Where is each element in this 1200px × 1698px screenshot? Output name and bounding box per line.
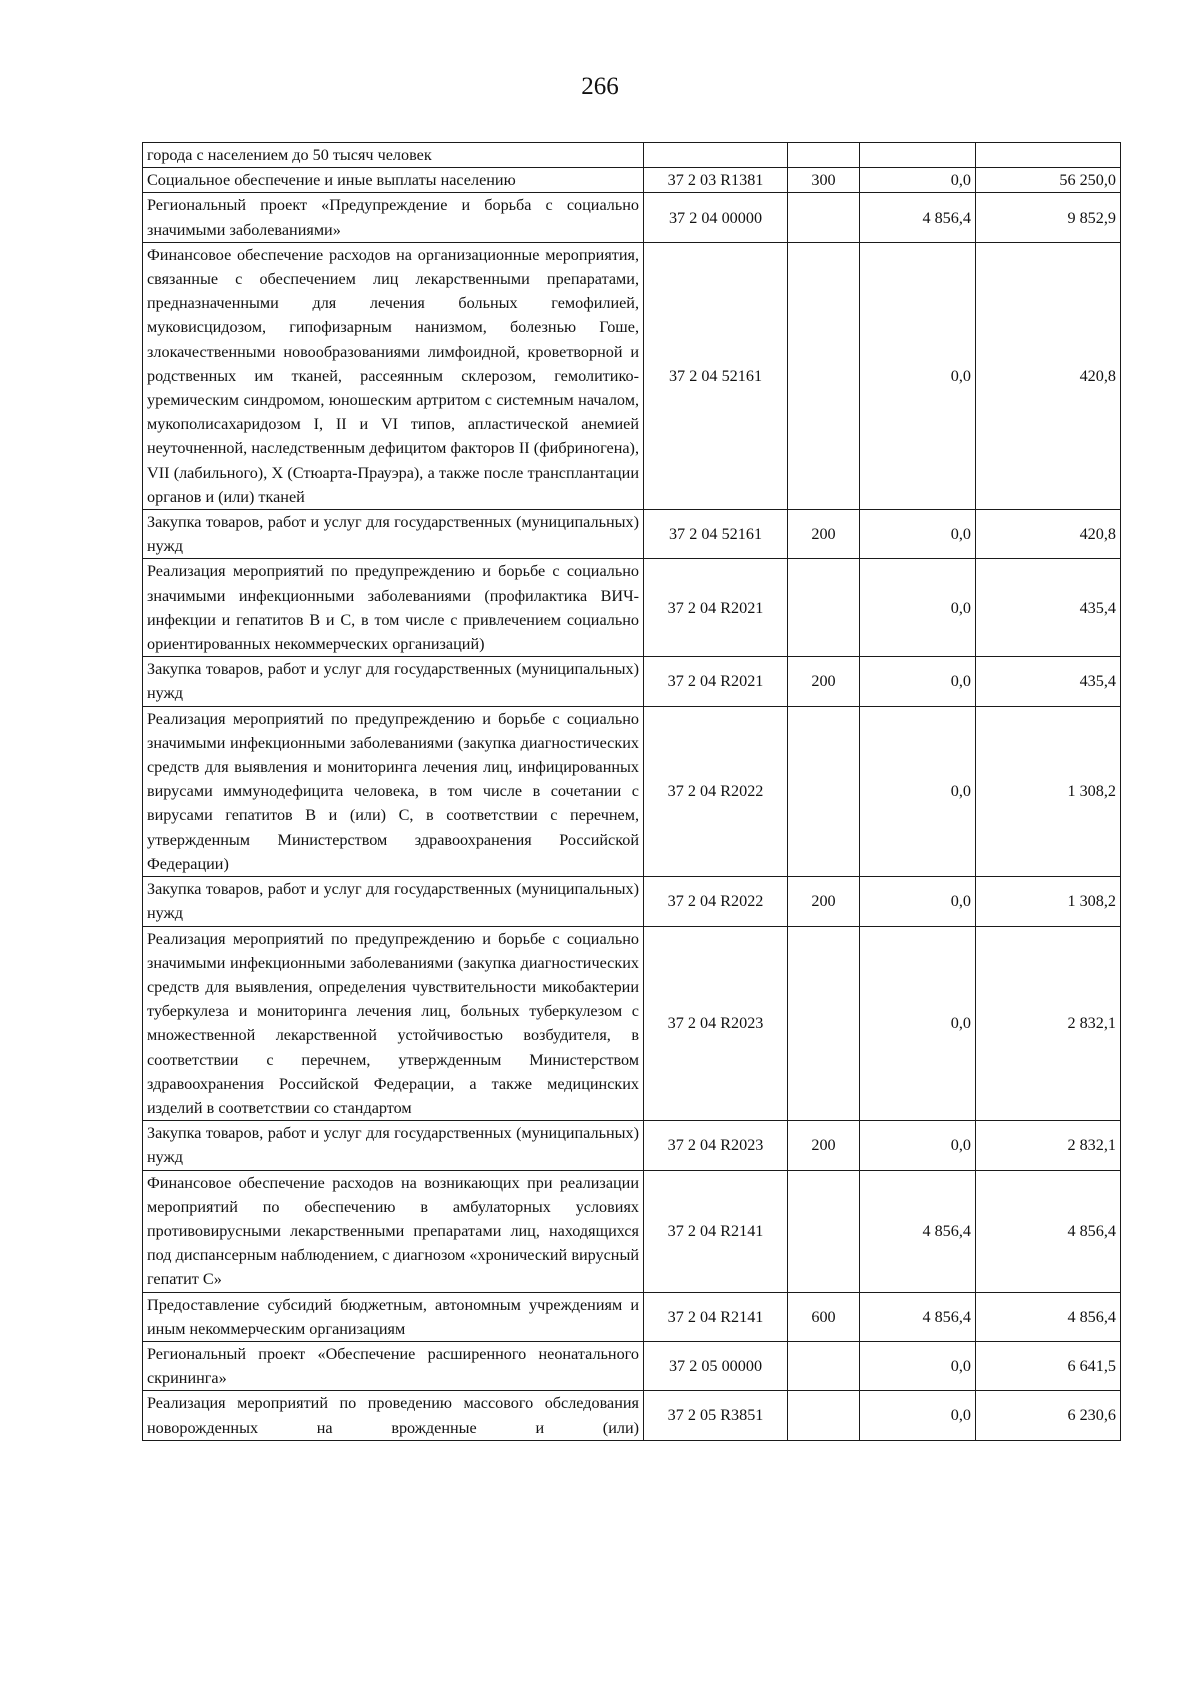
row-amount-2: 420,8: [976, 510, 1121, 559]
table-row: [143, 1391, 1121, 1440]
row-code: 37 2 03 R1381: [644, 168, 788, 193]
table-row: [143, 1121, 1121, 1170]
table-row: [143, 1341, 1121, 1390]
table-row: [143, 143, 1121, 168]
table-row: [143, 242, 1121, 509]
row-code: 37 2 04 52161: [644, 242, 788, 509]
row-amount-2: 6 641,5: [976, 1341, 1121, 1390]
row-expense-type: [788, 1170, 860, 1292]
row-amount-2: 56 250,0: [976, 168, 1121, 193]
table-row: [143, 926, 1121, 1121]
row-name: Реализация мероприятий по предупреждению и борьбе с социально значимыми инфекционными заболеваниями (профилактика ВИЧ-инфекции и гепатитов B и C, в том числе с привлечением социально ориентированных некоммерческих организаций): [143, 559, 644, 657]
row-name: Реализация мероприятий по предупреждению и борьбе с социально значимыми инфекционными заболеваниями (закупка диагностических средств для выявления и мониторинга лечения лиц, инфицированных вирусами иммунодефицита человека, в том числе в сочетании с вирусами гепатитов B и (или) C, в соответствии с перечнем, утвержденным Министерством здравоохранения Российской Федерации): [143, 706, 644, 876]
row-code: 37 2 04 R2022: [644, 706, 788, 876]
row-amount-2: 2 832,1: [976, 1121, 1121, 1170]
row-amount-1: 4 856,4: [860, 193, 976, 242]
row-code: 37 2 04 R2021: [644, 657, 788, 706]
row-name: Закупка товаров, работ и услуг для государственных (муниципальных) нужд: [143, 657, 644, 706]
row-amount-1: 0,0: [860, 877, 976, 926]
table-row: [143, 706, 1121, 876]
row-name: Реализация мероприятий по предупреждению и борьбе с социально значимыми инфекционными заболеваниями (закупка диагностических средств для выявления, определения чувствительности микобактерии туберкулеза и мониторинга лечения лиц, больных туберкулезом с множественной лекарственной устойчивостью возбудителя, в соответствии с перечнем, утвержденным Министерством здравоохранения Российской Федерации, а также медицинских изделий в соответствии со стандартом: [143, 926, 644, 1121]
row-name: Закупка товаров, работ и услуг для государственных (муниципальных) нужд: [143, 510, 644, 559]
row-code: 37 2 05 R3851: [644, 1391, 788, 1440]
row-name: Финансовое обеспечение расходов на организационные мероприятия, связанные с обеспечением лиц лекарственными препаратами, предназначенными для лечения больных гемофилией, муковисцидозом, гипофизарным нанизмом, болезнью Гоше, злокачественными новообразованиями лимфоидной, кроветворной и родственных им тканей, рассеянным склерозом, гемолитико-уремическим синдромом, юношеским артритом с системным началом, мукополисахаридозом I, II и VI типов, апластической анемией неуточненной, наследственным дефицитом факторов II (фибриногена), VII (лабильного), X (Стюарта-Прауэра), а также после трансплантации органов и (или) тканей: [143, 242, 644, 509]
table-row: [143, 657, 1121, 706]
row-name: Финансовое обеспечение расходов на возникающих при реализации мероприятий по обеспечению в амбулаторных условиях противовирусными лекарственными препаратами лиц, находящихся под диспансерным наблюдением, с диагнозом «хронический вирусный гепатит С»: [143, 1170, 644, 1292]
table-row: [143, 168, 1121, 193]
row-code: 37 2 04 R2021: [644, 559, 788, 657]
row-amount-1: 0,0: [860, 242, 976, 509]
row-amount-2: 9 852,9: [976, 193, 1121, 242]
row-expense-type: 300: [788, 168, 860, 193]
row-amount-1: 0,0: [860, 510, 976, 559]
row-amount-2: 1 308,2: [976, 877, 1121, 926]
row-expense-type: [788, 143, 860, 168]
row-name: Закупка товаров, работ и услуг для государственных (муниципальных) нужд: [143, 877, 644, 926]
row-name: Региональный проект «Обеспечение расширенного неонатального скрининга»: [143, 1341, 644, 1390]
row-amount-2: 435,4: [976, 559, 1121, 657]
row-expense-type: 200: [788, 1121, 860, 1170]
row-name: Предоставление субсидий бюджетным, автономным учреждениям и иным некоммерческим организациям: [143, 1292, 644, 1341]
row-expense-type: [788, 1341, 860, 1390]
row-amount-2: 6 230,6: [976, 1391, 1121, 1440]
row-expense-type: [788, 193, 860, 242]
row-code: 37 2 05 00000: [644, 1341, 788, 1390]
row-amount-1: [860, 143, 976, 168]
row-name: Реализация мероприятий по проведению массового обследования новорожденных на врожденные и (или): [143, 1391, 644, 1440]
row-code: 37 2 04 R2141: [644, 1170, 788, 1292]
row-expense-type: [788, 1391, 860, 1440]
row-amount-2: 4 856,4: [976, 1292, 1121, 1341]
row-expense-type: [788, 242, 860, 509]
row-code: [644, 143, 788, 168]
row-amount-1: 0,0: [860, 926, 976, 1121]
row-expense-type: [788, 559, 860, 657]
row-amount-2: 2 832,1: [976, 926, 1121, 1121]
row-code: 37 2 04 52161: [644, 510, 788, 559]
row-amount-2: 1 308,2: [976, 706, 1121, 876]
row-amount-1: 4 856,4: [860, 1170, 976, 1292]
row-amount-1: 0,0: [860, 706, 976, 876]
row-amount-1: 0,0: [860, 559, 976, 657]
row-amount-1: 0,0: [860, 1121, 976, 1170]
row-amount-2: 420,8: [976, 242, 1121, 509]
row-amount-1: 4 856,4: [860, 1292, 976, 1341]
table-row: [143, 1170, 1121, 1292]
row-expense-type: 200: [788, 877, 860, 926]
table-row: [143, 193, 1121, 242]
row-name: Закупка товаров, работ и услуг для государственных (муниципальных) нужд: [143, 1121, 644, 1170]
row-expense-type: [788, 926, 860, 1121]
row-expense-type: [788, 706, 860, 876]
table-row: [143, 510, 1121, 559]
row-name: Социальное обеспечение и иные выплаты населению: [143, 168, 644, 193]
row-expense-type: 600: [788, 1292, 860, 1341]
row-code: 37 2 04 R2141: [644, 1292, 788, 1341]
row-code: 37 2 04 R2022: [644, 877, 788, 926]
table-row: [143, 877, 1121, 926]
row-amount-1: 0,0: [860, 1391, 976, 1440]
row-expense-type: 200: [788, 657, 860, 706]
table-row: [143, 559, 1121, 657]
row-name: Региональный проект «Предупреждение и борьба с социально значимыми заболеваниями»: [143, 193, 644, 242]
row-amount-1: 0,0: [860, 168, 976, 193]
row-name: города с населением до 50 тысяч человек: [143, 143, 644, 168]
row-code: 37 2 04 00000: [644, 193, 788, 242]
row-amount-2: [976, 143, 1121, 168]
row-amount-2: 4 856,4: [976, 1170, 1121, 1292]
row-code: 37 2 04 R2023: [644, 926, 788, 1121]
budget-table: [142, 142, 1121, 1441]
table-row: [143, 1292, 1121, 1341]
row-amount-1: 0,0: [860, 1341, 976, 1390]
page-number: 266: [581, 73, 619, 100]
row-amount-2: 435,4: [976, 657, 1121, 706]
row-amount-1: 0,0: [860, 657, 976, 706]
row-code: 37 2 04 R2023: [644, 1121, 788, 1170]
row-expense-type: 200: [788, 510, 860, 559]
